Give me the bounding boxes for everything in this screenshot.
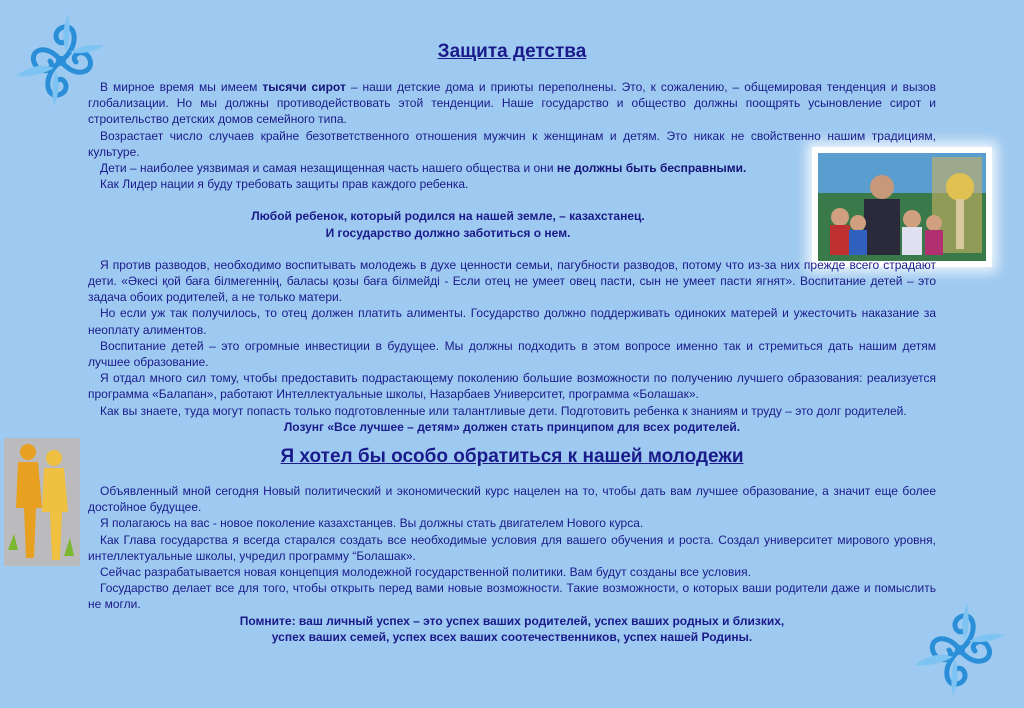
paragraph: В мирное время мы имеем тысячи сирот – наши детские дома и приюты переполнены. Это, к сожалению, – общемировая тенденция и вызов глобализации. Но мы должны противодействовать этой тенденции. Наше государство и общество должны поощрять усыновление сирот и строительство детских домов семейного типа.: [88, 80, 936, 127]
paragraph: Я против разводов, необходимо воспитывать молодежь в духе ценности семьи, пагубности разводов, потому что из-за них прежде всего страдают дети. «Әкесі қой бағa білмегеннің, баласы қозы бағa білмейді - Если отец не умеет овец пасти, сын не умеет пасти ягнят». Воспитание детей – это задача обоих родителей, а не только матери.: [88, 257, 936, 305]
section-title-youth: Я хотел бы особо обратиться к нашей молодежи: [280, 446, 744, 468]
closing-line: успех ваших семей, успех всех ваших соотечественников, успех нашей Родины.: [271, 629, 753, 644]
quote-line: Любой ребенок, который родился на нашей земле, – казахстанец.: [251, 209, 645, 224]
people-silhouettes-icon: [4, 438, 80, 566]
quote-line: И государство должно заботиться о нем.: [325, 225, 571, 240]
paragraph: Но если уж так получилось, то отец должен платить алименты. Государство должно поддерживать одиноких матерей и ужесточить наказание за неоплату алиментов.: [88, 306, 936, 337]
paragraph: Воспитание детей – это огромные инвестиции в будущее. Мы должны подходить в этом вопросе именно так и стремиться дать нашим детям лучшее образование.: [88, 338, 936, 370]
paragraph: Как Глава государства я всегда старался создать все необходимые условия для вашего обучения и роста. Создал университет мирового уровня, интеллектуальные школы, учредил программу “Болашак».: [88, 532, 936, 563]
section-title-child-protection: Защита детства: [437, 41, 587, 62]
paragraph: Дети – наиболее уязвимая и самая незащищенная часть нашего общества и они не должны быть бесправными.: [100, 161, 747, 176]
paragraph: Как Лидер нации я буду требовать защиты прав каждого ребенка.: [100, 177, 469, 192]
slogan: Лозунг «Все лучшее – детям» должен стать принципом для всех родителей.: [283, 419, 741, 434]
paragraph: Я полагаюсь на вас - новое поколение казахстанцев. Вы должны стать двигателем Нового курса.: [100, 516, 644, 531]
paragraph: Объявленный мной сегодня Новый политический и экономический курс нацелен на то, чтобы дать вам лучшее образование, а значит еще более достойное будущее.: [88, 484, 936, 515]
main-text: [88, 40, 936, 645]
paragraph: Я отдал много сил тому, чтобы предоставить подрастающему поколению большие возможности по получению лучшего образования: реализуется программа «Балапан», работают Интеллектуальные школы, Назарбаев Университет, программа «Болашак».: [88, 371, 936, 402]
paragraph: Возрастает число случаев крайне безответственного отношения мужчин к женщинам и детям. Это никак не свойственно нашим традициям, культуре.: [88, 128, 936, 159]
bold-text: не должны быть бесправными.: [556, 161, 747, 176]
paragraph: Государство делает все для того, чтобы открыть перед вами новые возможности. Такие возможности, о которых ваши родители даже и помыслить не могли.: [88, 581, 936, 612]
paragraph: Сейчас разрабатывается новая концепция молодежной государственной политики. Вам будут созданы все условия.: [100, 565, 751, 580]
paragraph: Как вы знаете, туда могут попасть только подготовленные или талантливые дети. Подготовить ребенка к знаниям и труду – это долг родителей.: [100, 403, 907, 418]
closing-line: Помните: ваш личный успех – это успех ваших родителей, успех ваших родных и близких,: [239, 613, 785, 628]
bold-text: тысячи сирот: [262, 80, 346, 94]
